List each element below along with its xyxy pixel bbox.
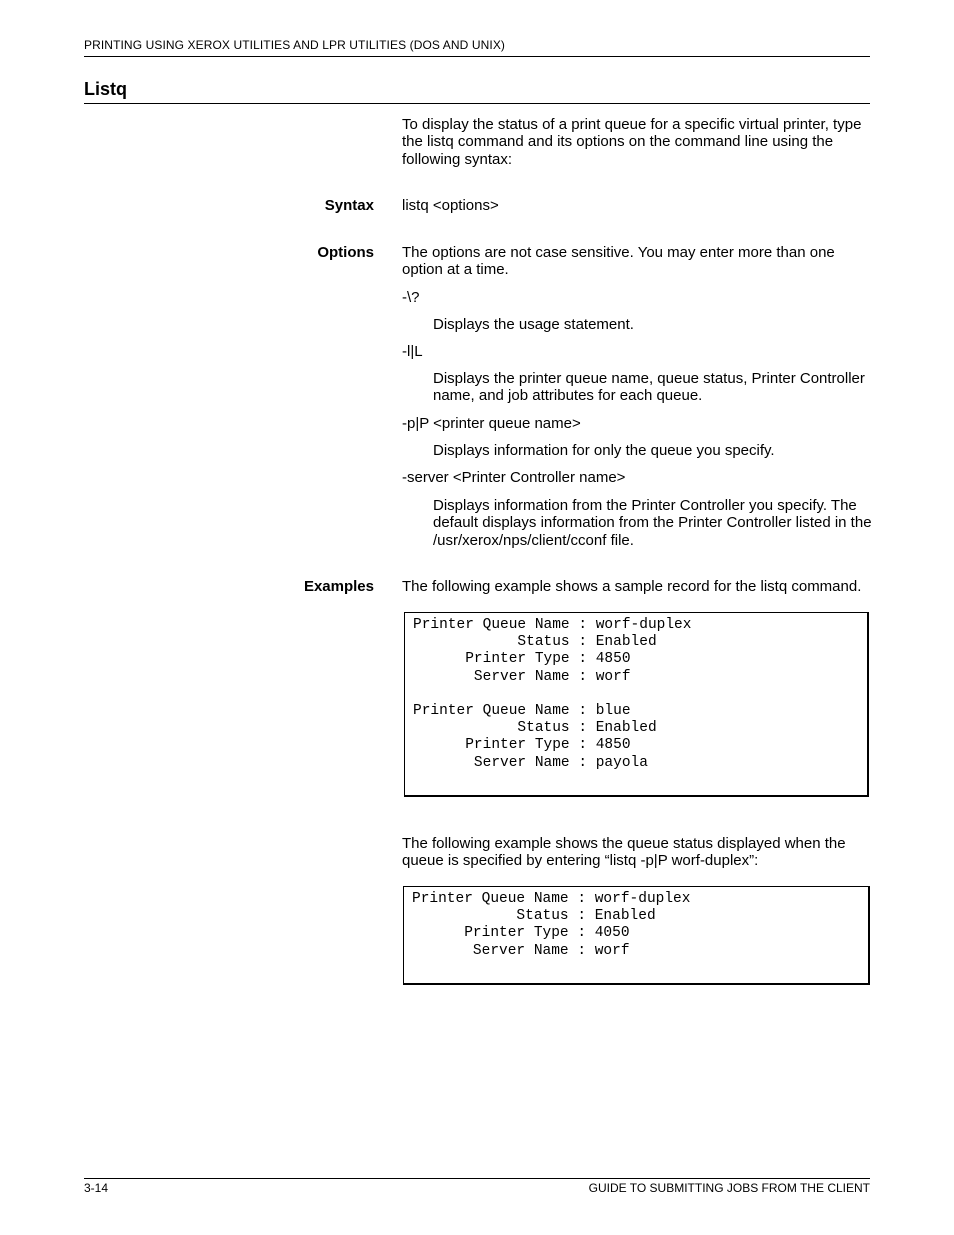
syntax-label: Syntax xyxy=(324,197,374,214)
option-description: Displays information from the Printer Controller you specify. The default displays information from the Printer Controller listed in the /usr/xerox/nps/client/cconf file. xyxy=(433,497,872,549)
code-line: Printer Queue Name : worf-duplex xyxy=(413,617,692,633)
code-line: Printer Type : 4050 xyxy=(412,925,630,942)
options-label: Options xyxy=(317,244,374,261)
code-line: Printer Queue Name : blue xyxy=(413,702,631,719)
section-title: Listq xyxy=(84,79,127,99)
code-line: Server Name : worf xyxy=(412,942,630,959)
examples-label: Examples xyxy=(303,578,374,595)
option-description: Displays information for only the queue you specify. xyxy=(433,442,775,459)
example-intro: The following example shows the queue status displayed when the queue is specified by entering “listq -p|P worf-duplex”: xyxy=(402,835,846,870)
option-flag: -p|P <printer queue name> xyxy=(402,415,581,432)
syntax-text: listq <options> xyxy=(402,197,499,214)
footer-guide-title: GUIDE TO SUBMITTING JOBS FROM THE CLIENT xyxy=(588,1181,870,1195)
code-example-box xyxy=(403,886,870,985)
code-line: Status : Enabled xyxy=(412,908,656,925)
option-flag: -l|L xyxy=(402,343,423,360)
example-intro: The following example shows a sample record for the listq command. xyxy=(402,578,862,595)
code-line: Printer Type : 4850 xyxy=(413,651,631,668)
option-flag: -\? xyxy=(402,289,420,306)
intro-paragraph: To display the status of a print queue for a specific virtual printer, type the listq command and its options on the command line using the following syntax: xyxy=(402,116,862,168)
option-flag: -server <Printer Controller name> xyxy=(402,469,626,486)
code-line: Status : Enabled xyxy=(413,634,657,651)
code-line: Printer Queue Name : worf-duplex xyxy=(412,891,691,907)
option-description: Displays the usage statement. xyxy=(433,316,634,333)
code-line: Server Name : worf xyxy=(413,668,631,685)
header-rule xyxy=(84,56,870,57)
code-example-box xyxy=(404,612,869,797)
footer-rule xyxy=(84,1178,870,1179)
running-header: PRINTING USING XEROX UTILITIES AND LPR UTILITIES (DOS AND UNIX) xyxy=(84,38,506,52)
code-line xyxy=(413,686,867,703)
options-intro: The options are not case sensitive. You may enter more than one option at a time. xyxy=(402,244,835,279)
page-number: 3-14 xyxy=(84,1181,109,1195)
code-line: Printer Type : 4850 xyxy=(413,737,631,754)
code-line: Server Name : payola xyxy=(413,754,648,771)
option-description: Displays the printer queue name, queue status, Printer Controller name, and job attributes for each queue. xyxy=(433,370,865,405)
code-line: Status : Enabled xyxy=(413,720,657,737)
title-rule xyxy=(84,103,870,104)
